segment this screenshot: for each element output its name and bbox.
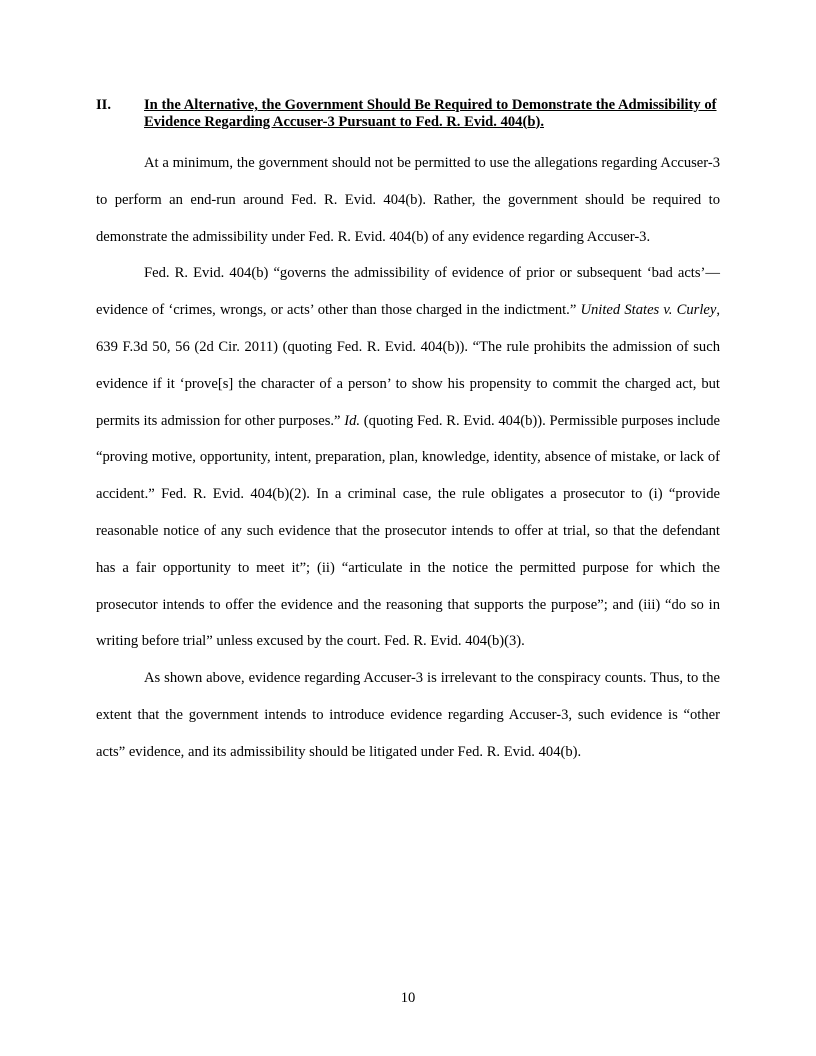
page-number: 10 [400, 990, 416, 1006]
section-title: In the Alternative, the Government Should Be Required to Demonstrate the Admissibility of Evidence Regarding Accuser-3 Pursuant to Fed. R. Evid. 404(b). [144, 97, 717, 130]
body-text [96, 145, 720, 771]
section-number: II. [96, 97, 112, 113]
paragraph-1: At a minimum, the government should not be permitted to use the allegations regarding Accuser-3 to perform an end-run around Fed. R. Evid. 404(b). Rather, the government should be required to demonstrate the admissibility under Fed. R. Evid. 404(b) of any evidence regarding Accuser-3. [96, 155, 720, 245]
case-citation-curley: United States v. Curley [580, 302, 717, 319]
id-citation: Id. [344, 412, 361, 429]
paragraph-2-text-a: Fed. R. Evid. 404(b) “governs the admissibility of evidence of prior or subsequent ‘bad acts’—evidence of ‘crimes, wrongs, or acts’ other than those charged in the indictment.” [96, 265, 720, 319]
paragraph-2-text-b: , 639 F.3d 50, 56 (2d Cir. 2011) (quoting Fed. R. Evid. 404(b)). “The rule prohibits the admission of such evidence if it ‘prove[s] the character of a person’ to show his propensity to commit the charged act, but permits its admission for other purposes.” [96, 302, 720, 429]
paragraph-3: As shown above, evidence regarding Accuser-3 is irrelevant to the conspiracy counts. Thus, to the extent that the government intends to introduce evidence regarding Accuser-3, such evidence is “other acts” evidence, and its admissibility should be litigated under Fed. R. Evid. 404(b). [96, 670, 720, 760]
paragraph-2 [96, 255, 720, 660]
paragraph-2-text-c: (quoting Fed. R. Evid. 404(b)). Permissible purposes include “proving motive, opportunity, intent, preparation, plan, knowledge, identity, absence of mistake, or lack of accident.” Fed. R. Evid. 404(b)(2). In a criminal case, the rule obligates a prosecutor to (i) “provide reasonable notice of any such evidence that the prosecutor intends to offer at trial, so that the defendant has a fair opportunity to meet it”; (ii) “articulate in the notice the permitted purpose for which the prosecutor intends to offer the evidence and the reasoning that supports the purpose”; and (iii) “do so in writing before trial” unless excused by the court. Fed. R. Evid. 404(b)(3). [96, 412, 720, 650]
